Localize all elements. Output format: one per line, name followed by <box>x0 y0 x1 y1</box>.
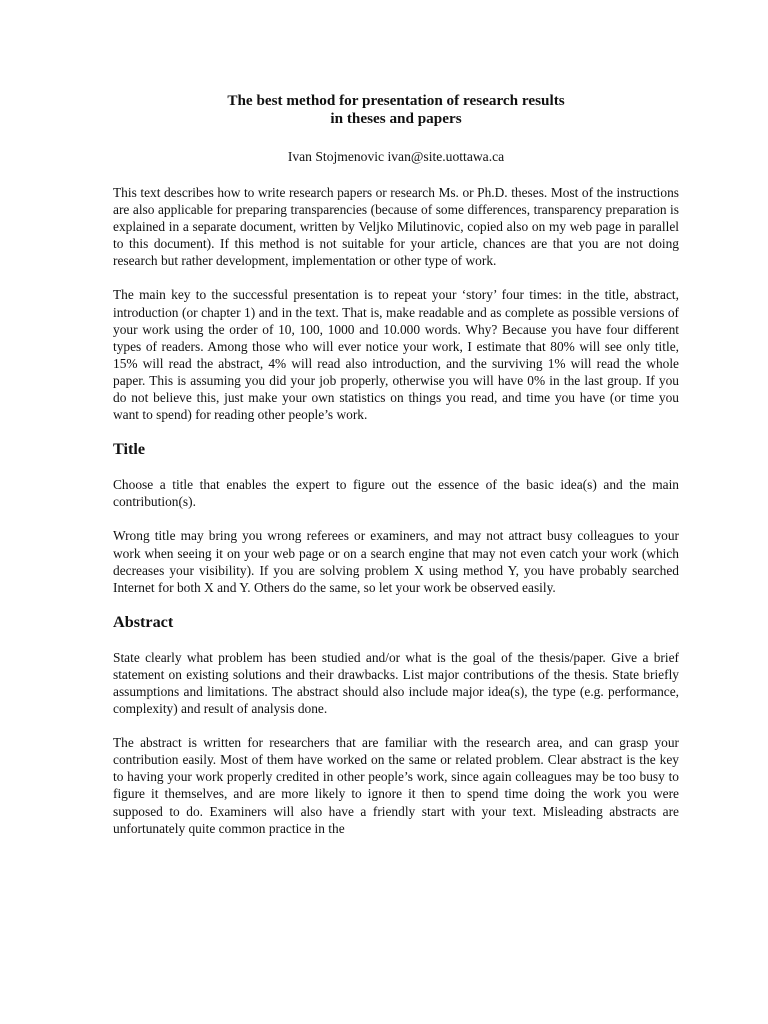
abstract-section-paragraph-2: The abstract is written for researchers that are familiar with the research area, and can grasp your contribution easily. Most of them have worked on the same or related problem. Clear abstract is the key to having your work properly credited in other people’s work, since again colleagues may be too busy to figure it themselves, and are more likely to ignore it then to spend time doing the work you were supposed to do. Examiners will also have a friendly start with your text. Misleading abstracts are unfortunately quite common practice in the <box>113 735 679 836</box>
intro-paragraph-2: The main key to the successful presentation is to repeat your ‘story’ four times: in the title, abstract, introduction (or chapter 1) and in the text. That is, make readable and as complete as possible versions of your work using the order of 10, 100, 1000 and 10.000 words. Why? Because you have four different types of readers. Among those who will ever notice your work, I estimate that 80% will see only title, 15% will read the abstract, 4% will read also introduction, and the surviving 1% will read the whole paper. This is assuming you did your job properly, otherwise you will have 0% in the last group. If you do not believe this, just make your own statistics on things you read, and time you have (or time you want to spend) for reading other people’s work. <box>113 287 679 423</box>
title-line-2: in theses and papers <box>330 110 462 127</box>
intro-paragraph-1: This text describes how to write research papers or research Ms. or Ph.D. theses. Most of the instructions are also applicable for preparing transparencies (because of some differences, transparency preparation is explained in a separate document, written by Veljko Milutinovic, copied also on my web page in parallel to this document). If this method is not suitable for your article, chances are that you are not doing research but rather development, implementation or other type of work. <box>113 185 679 269</box>
section-heading-title: Title <box>113 440 146 459</box>
title-line-1: The best method for presentation of research results <box>227 92 565 109</box>
title-section-paragraph-1: Choose a title that enables the expert to figure out the essence of the basic idea(s) and the main contribution(s). <box>113 477 679 510</box>
section-heading-abstract: Abstract <box>113 612 174 631</box>
abstract-section-paragraph-1: State clearly what problem has been studied and/or what is the goal of the thesis/paper. Give a brief statement on existing solutions and their drawbacks. List major contributions of the thesis. State briefly assumptions and limitations. The abstract should also include major idea(s), the type (e.g. performance, complexity) and result of analysis done. <box>113 649 679 717</box>
author-line: Ivan Stojmenovic ivan@site.uottawa.ca <box>287 149 505 164</box>
document-title <box>113 92 679 128</box>
document-page <box>113 92 679 837</box>
title-section-paragraph-2: Wrong title may bring you wrong referees or examiners, and may not attract busy colleagues to your work when seeing it on your web page or on a search engine that may not even catch your work (which decreases your visibility). If you are solving problem X using method Y, you have probably searched Internet for both X and Y. Others do the same, so let your work be observed easily. <box>113 528 679 595</box>
